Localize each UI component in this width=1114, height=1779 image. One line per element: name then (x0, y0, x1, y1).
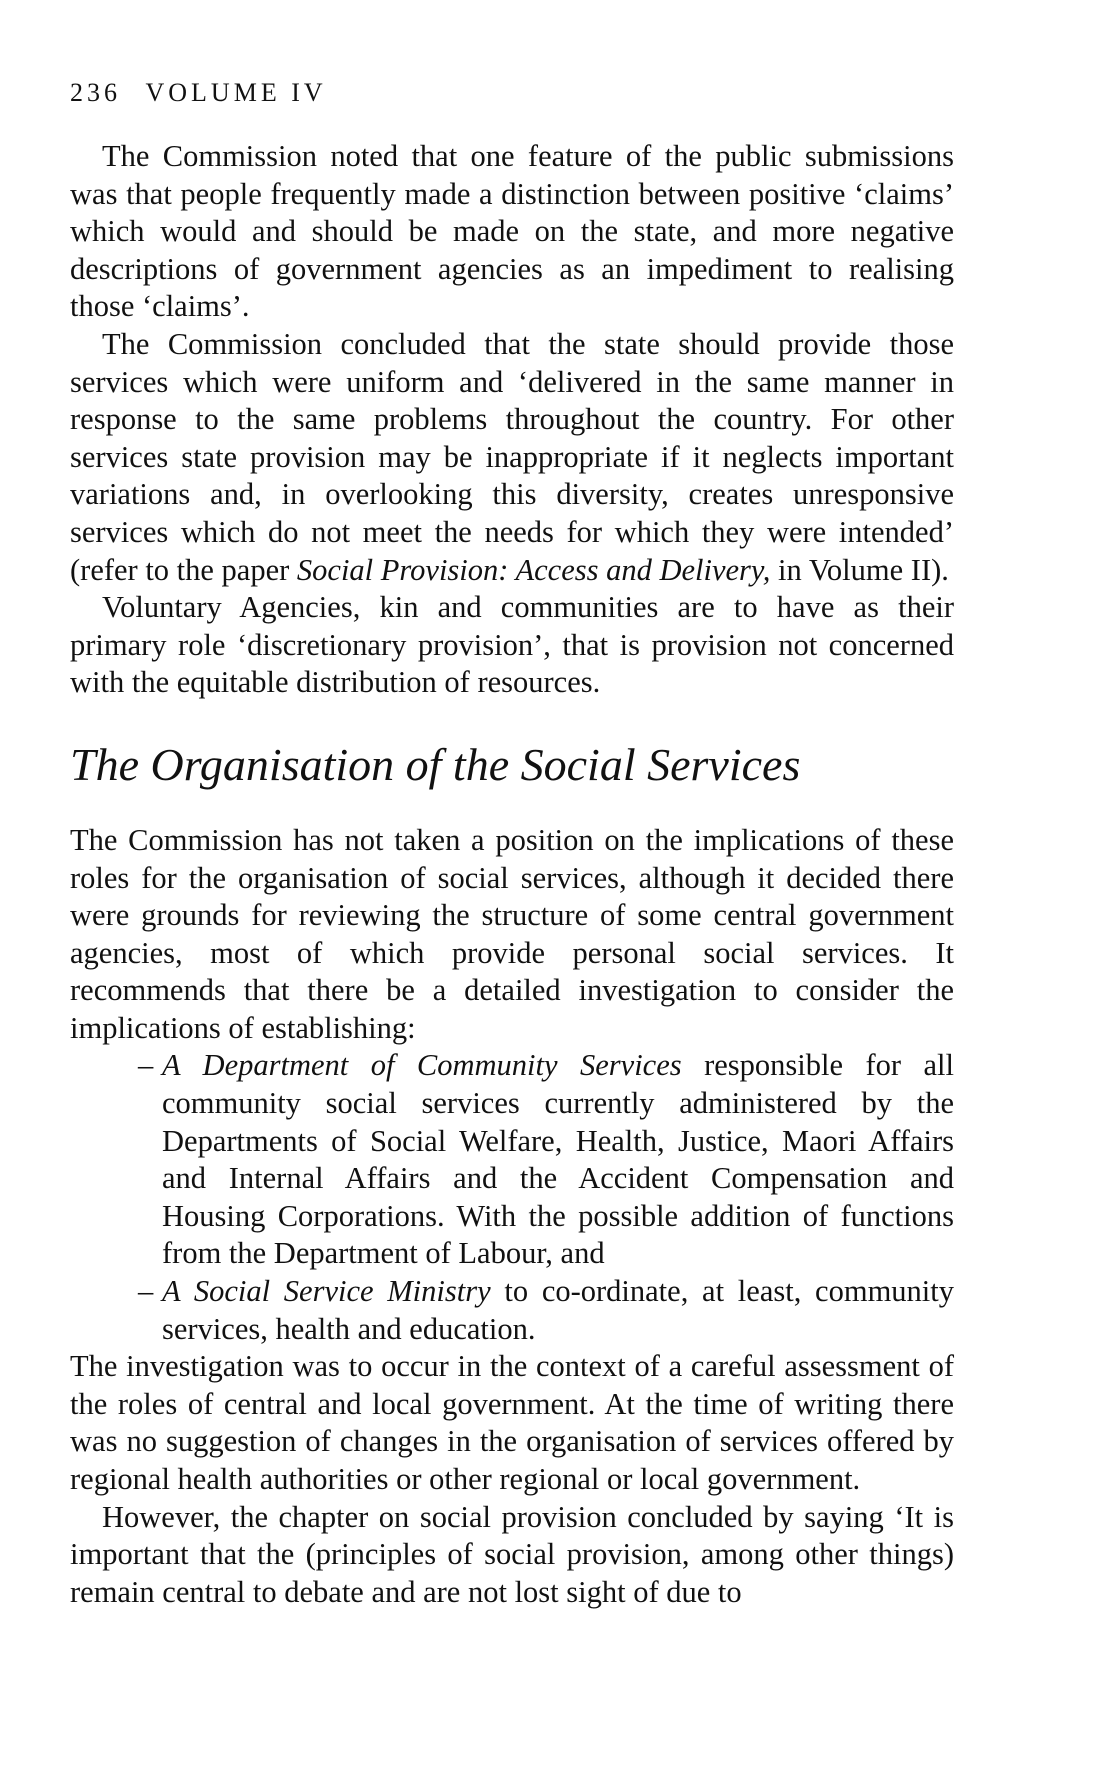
section-heading: The Organisation of the Social Services (70, 738, 801, 790)
paragraph-2-suffix: in Volume II). (770, 552, 949, 587)
list-item (138, 1273, 954, 1348)
after-list-paragraph: The investigation was to occur in the context of a careful assessment of the roles of central and local government. At the time of writing there was no suggestion of changes in the organisation of services offered by regional health authorities or other regional or local government. (70, 1349, 954, 1496)
closing-paragraph: However, the chapter on social provision concluded by saying ‘It is important that the (principles of social provision, among other things) remain central to debate and are not lost sight of due to (70, 1499, 954, 1609)
list-item-title: A Social Service Ministry (162, 1274, 491, 1309)
paper-title: Social Provision: Access and Delivery, (296, 552, 771, 587)
list-dash: – (138, 1048, 154, 1083)
section-intro: The Commission has not taken a position on the implications of these roles for the organisation of social services, although it decided there were grounds for reviewing the structure of some central government agencies, most of which provide personal social services. It recommends that there be a detailed investigation to consider the implications of establishing: (70, 822, 954, 1045)
list-item-text: to co-ordinate, at least, community services, health and education. (162, 1274, 954, 1346)
paragraph-2-text: The Commission concluded that the state should provide those services which were uniform and ‘delivered in the same manner in response to the same problems throughout the country. For other services state provision may be inappropriate if it neglects important variations and, in overlooking this diversity, creates unresponsive services which do not meet the needs for which they were intended’ (refer to the paper (70, 326, 954, 587)
list-item-text: responsible for all community social services currently administered by the Departments of Social Welfare, Health, Justice, Maori Affairs and Internal Affairs and the Accident Compensation and Housing Corporations. With the possible addition of functions from the Department of Labour, and (162, 1048, 954, 1271)
paragraph-1: The Commission noted that one feature of the public submissions was that people frequently made a distinction between positive ‘claims’ which would and should be made on the state, and more negative descriptions of government agencies as an impediment to realising those ‘claims’. (70, 139, 954, 324)
list-dash: – (138, 1274, 154, 1309)
paragraph-3: Voluntary Agencies, kin and communities are to have as their primary role ‘discretionary provision’, that is provision not concerned with the equitable distribution of resources. (70, 590, 954, 700)
body-text (70, 138, 954, 1611)
list-item-title: A Department of Community Services (162, 1048, 682, 1083)
paragraph-2 (70, 326, 954, 589)
recommendation-list (70, 1047, 954, 1348)
list-item (138, 1047, 954, 1273)
page-number: 236 (70, 78, 121, 107)
volume-label: VOLUME IV (145, 78, 327, 107)
running-head (70, 80, 327, 106)
